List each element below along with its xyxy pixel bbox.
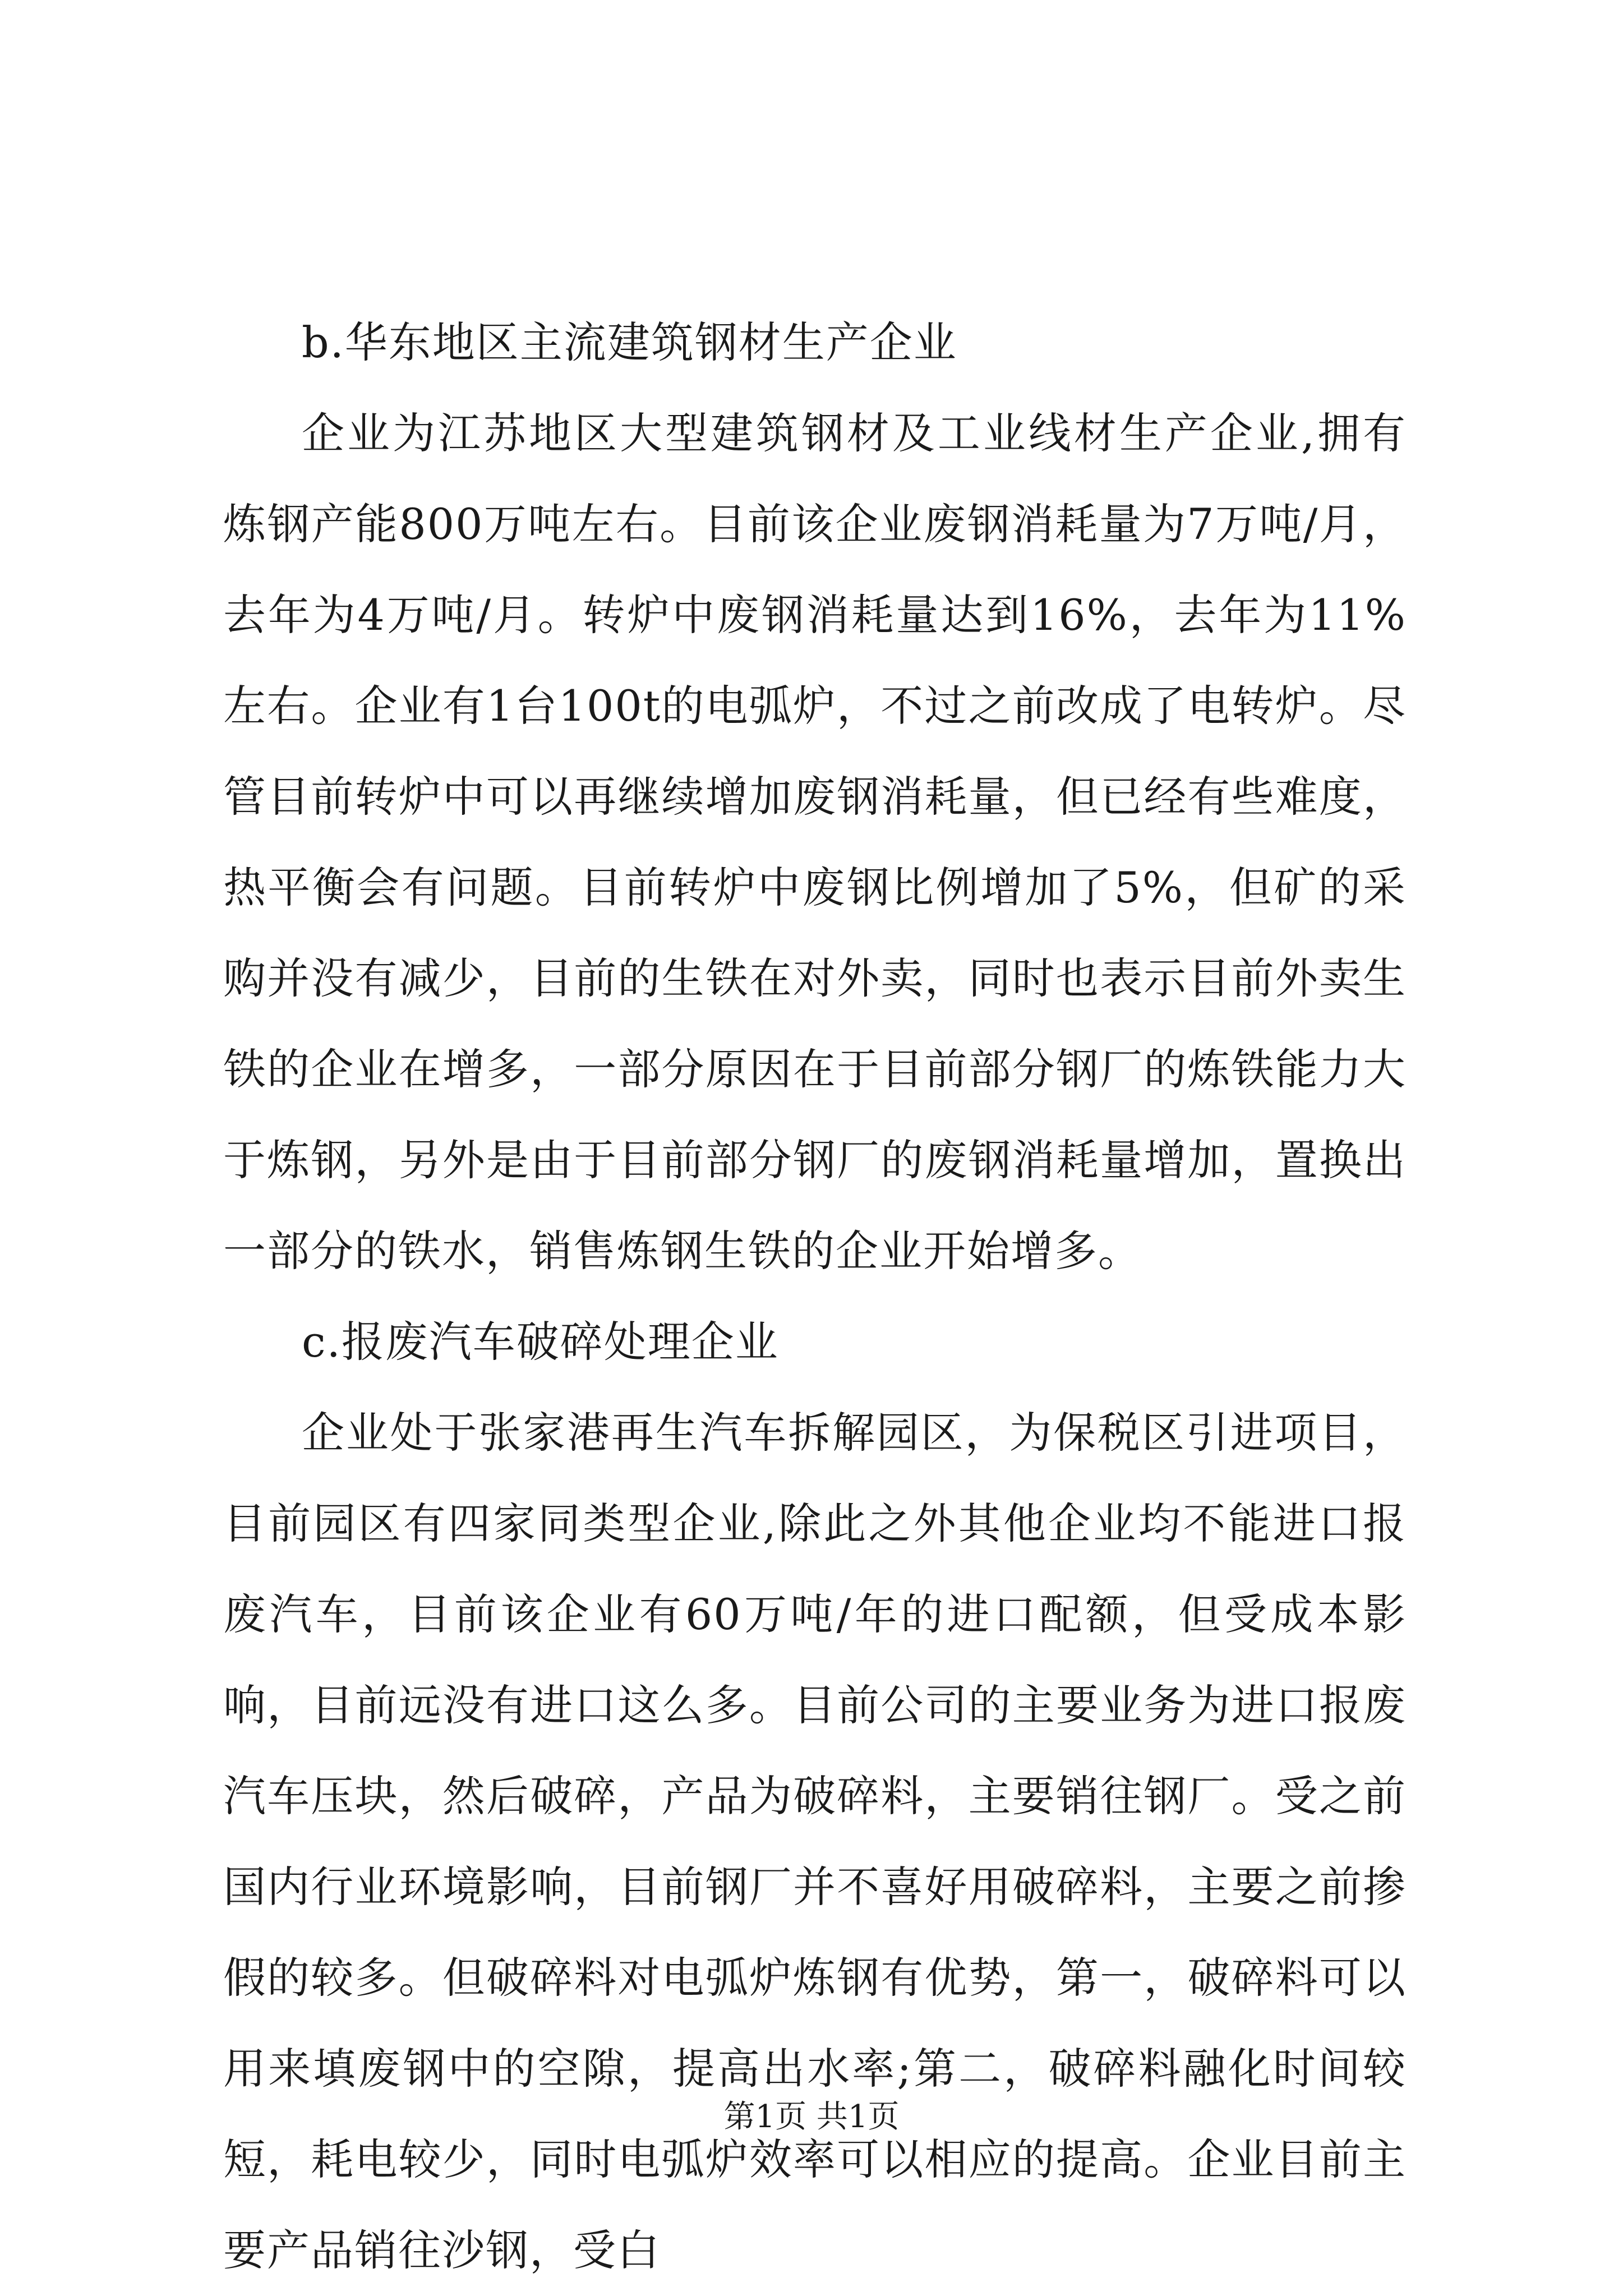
section-b-paragraph: 企业为江苏地区大型建筑钢材及工业线材生产企业,拥有炼钢产能800万吨左右。目前该企业废钢消耗量为7万吨/月，去年为4万吨/月。转炉中废钢消耗量达到16%，去年为11%左右。企业有1台100t的电弧炉，不过之前改成了电转炉。尽管目前转炉中可以再继续增加废钢消耗量，但已经有些难度，热平衡会有问题。目前转炉中废钢比例增加了5%，但矿的采购并没有减少，目前的生铁在对外卖，同时也表示目前外卖生铁的企业在增多，一部分原因在于目前部分钢厂的炼铁能力大于炼钢，另外是由于目前部分钢厂的废钢消耗量增加，置换出一部分的铁水，销售炼钢生铁的企业开始增多。 xyxy=(223,408,1407,1276)
document-body xyxy=(223,297,1407,2296)
section-b-heading: b.华东地区主流建筑钢材生产企业 xyxy=(302,317,957,367)
section-c-paragraph: 企业处于张家港再生汽车拆解园区，为保税区引进项目，目前园区有四家同类型企业,除此之外其他企业均不能进口报废汽车，目前该企业有60万吨/年的进口配额，但受成本影响，目前远没有进口这么多。目前公司的主要业务为进口报废汽车压块，然后破碎，产品为破碎料，主要销往钢厂。受之前国内行业环境影响，目前钢厂并不喜好用破碎料，主要之前掺假的较多。但破碎料对电弧炉炼钢有优势，第一，破碎料可以用来填废钢中的空隙，提高出水率;第二，破碎料融化时间较短，耗电较少，同时电弧炉效率可以相应的提高。企业目前主要产品销往沙钢，受白 xyxy=(223,1408,1407,2275)
page-number-footer: 第1页 共1页 xyxy=(723,2099,900,2135)
section-c-heading: c.报废汽车破碎处理企业 xyxy=(302,1317,779,1367)
